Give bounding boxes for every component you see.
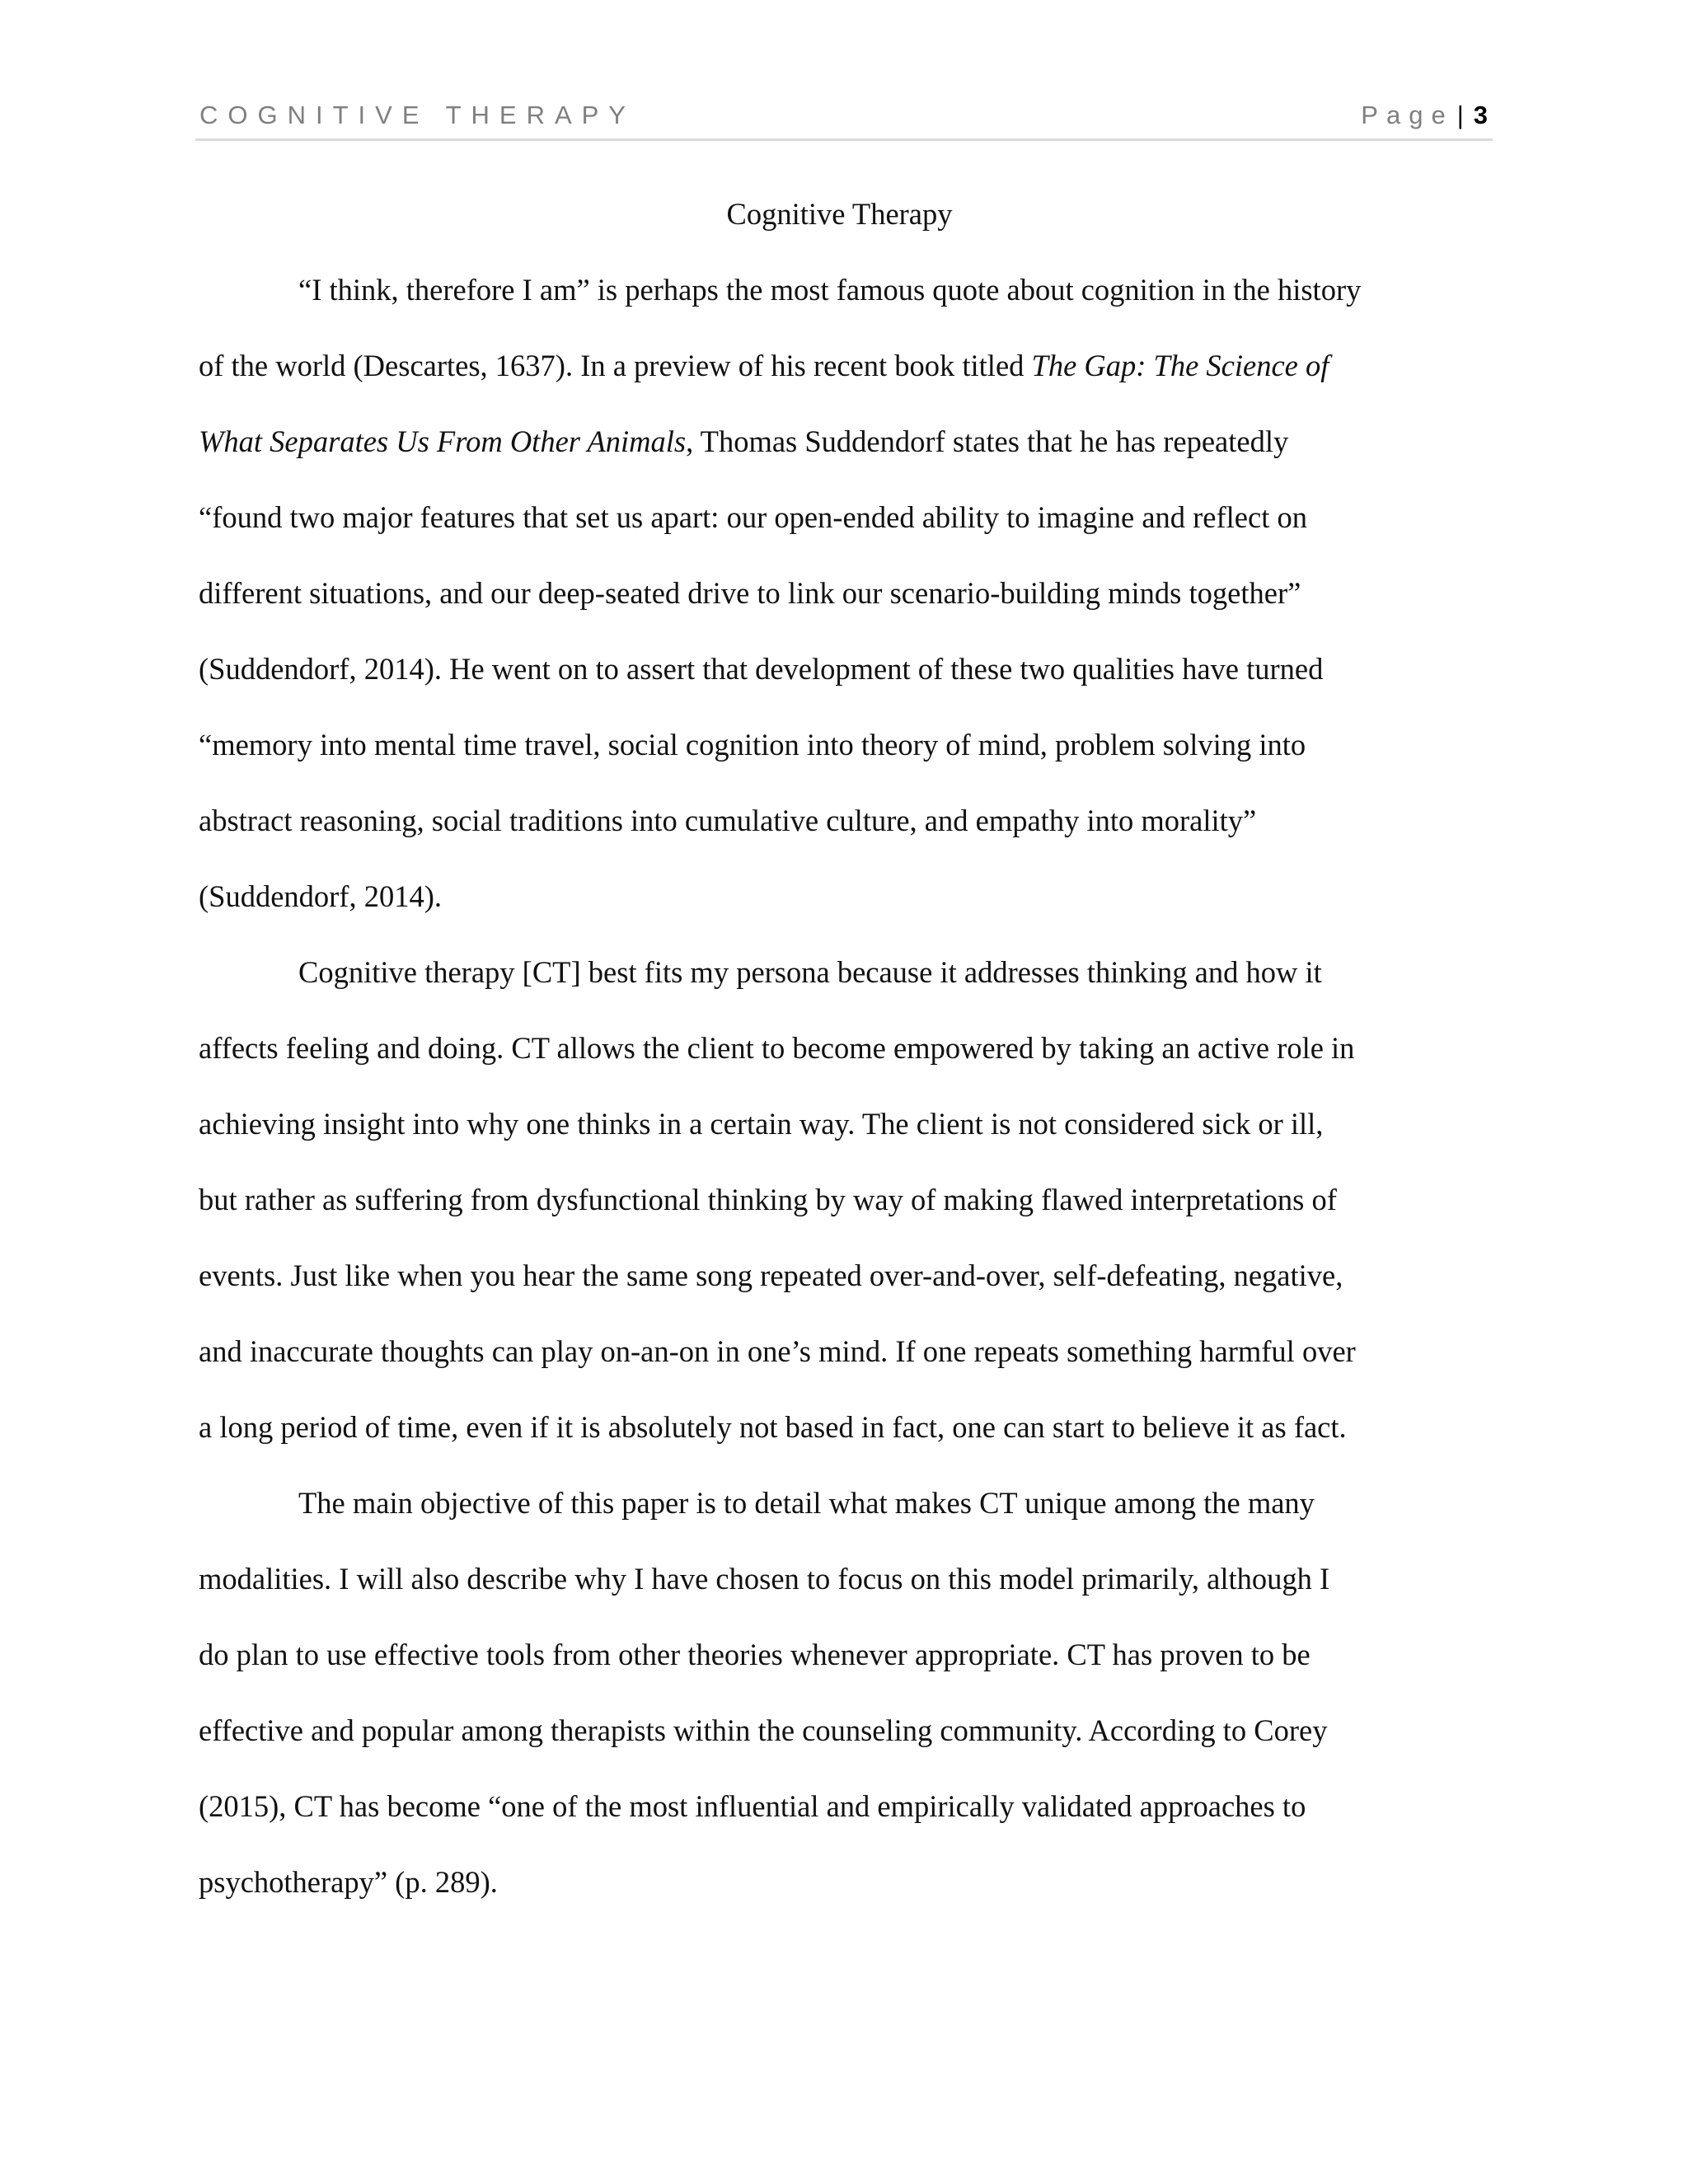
page-indicator: [1361, 101, 1488, 130]
text-line: a long period of time, even if it is absolutely not based in fact, one can start to believe it as fact.: [199, 1410, 1347, 1444]
text-line: Cognitive therapy [CT] best fits my persona because it addresses thinking and how it: [298, 955, 1322, 989]
text-line: (Suddendorf, 2014).: [199, 879, 442, 913]
text-line: do plan to use effective tools from other theories whenever appropriate. CT has proven to be: [199, 1638, 1311, 1671]
page-separator: |: [1456, 101, 1464, 129]
page-number: 3: [1473, 101, 1488, 129]
paragraph-1: [199, 264, 1476, 923]
text-line: effective and popular among therapists within the counseling community. According to Corey: [199, 1713, 1328, 1747]
paragraph-2: [199, 946, 1476, 1454]
text-segment: , Thomas Suddendorf states that he has repeatedly: [686, 424, 1289, 458]
text-line: (2015), CT has become “one of the most influential and empirically validated approaches to: [199, 1789, 1306, 1823]
text-line: “memory into mental time travel, social cognition into theory of mind, problem solving into: [199, 728, 1306, 762]
text-line: and inaccurate thoughts can play on-an-on in one’s mind. If one repeats something harmful over: [199, 1334, 1356, 1368]
book-title: What Separates Us From Other Animals: [199, 424, 687, 458]
text-line: (Suddendorf, 2014). He went on to assert that development of these two qualities have turned: [199, 652, 1324, 686]
text-line: affects feeling and doing. CT allows the client to become empowered by taking an active role in: [199, 1031, 1355, 1065]
document-body: [199, 188, 1476, 1932]
text-line: abstract reasoning, social traditions into cumulative culture, and empathy into morality”: [199, 804, 1257, 837]
text-line: psychotherapy” (p. 289).: [199, 1865, 498, 1899]
page-header: [195, 97, 1493, 141]
text-line: different situations, and our deep-seated drive to link our scenario-building minds together”: [199, 576, 1301, 610]
text-line: [199, 415, 1476, 491]
text-line: “I think, therefore I am” is perhaps the most famous quote about cognition in the history: [298, 273, 1362, 307]
text-line: events. Just like when you hear the same song repeated over-and-over, self-defeating, negative,: [199, 1258, 1343, 1292]
text-segment: of the world (Descartes, 1637). In a preview of his recent book titled: [199, 349, 1032, 382]
text-line: “found two major features that set us apart: our open-ended ability to imagine and reflect on: [199, 500, 1307, 534]
text-line: but rather as suffering from dysfunctional thinking by way of making flawed interpretations of: [199, 1183, 1337, 1216]
text-line: [199, 340, 1476, 415]
text-line: The main objective of this paper is to detail what makes CT unique among the many: [298, 1486, 1315, 1520]
running-head: COGNITIVE THERAPY: [199, 101, 635, 129]
book-title: The Gap: The Science of: [1031, 349, 1329, 382]
page-word: Page: [1361, 101, 1454, 129]
paragraph-3: [199, 1477, 1476, 1909]
text-line: achieving insight into why one thinks in a certain way. The client is not considered sick or ill,: [199, 1107, 1324, 1141]
text-line: modalities. I will also describe why I have chosen to focus on this model primarily, although I: [199, 1562, 1330, 1596]
document-title: Cognitive Therapy: [726, 197, 953, 231]
